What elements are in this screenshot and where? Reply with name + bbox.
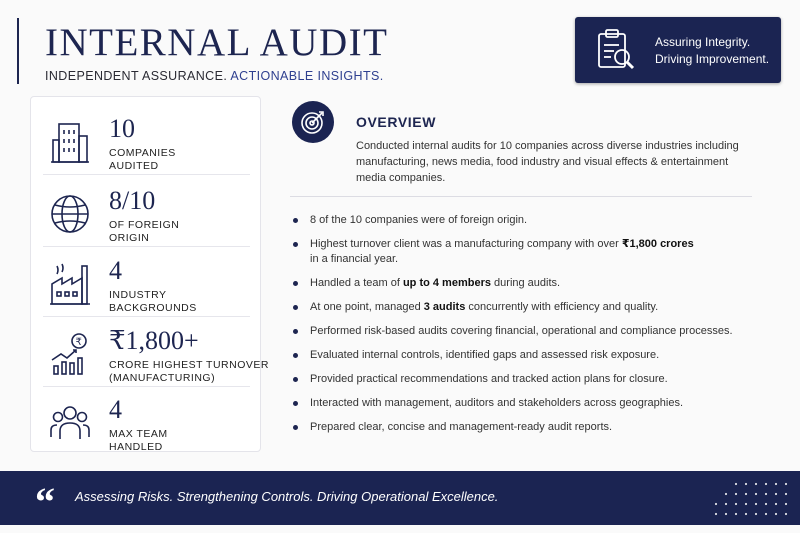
target-icon: [300, 109, 326, 135]
stat-value: 10: [109, 114, 135, 143]
highlights-list: [290, 213, 750, 435]
clipboard-magnifier-icon: [593, 28, 637, 72]
subtitle-accent: ACTIONABLE INSIGHTS.: [230, 69, 384, 83]
stat-label: OF FOREIGN ORIGIN: [109, 219, 180, 244]
stat-label: INDUSTRY BACKGROUNDS: [109, 289, 197, 314]
list-item: 8 of the 10 companies were of foreign origin.: [290, 213, 750, 228]
list-item: Interacted with management, auditors and stakeholders across geographies.: [290, 396, 750, 411]
overview-divider: [290, 196, 752, 197]
list-item: Prepared clear, concise and management-ready audit reports.: [290, 420, 750, 435]
stat-turnover: [31, 317, 269, 387]
stat-industries: [31, 247, 262, 317]
subtitle-main: INDEPENDENT ASSURANCE.: [45, 69, 228, 83]
svg-text:₹: ₹: [75, 337, 82, 348]
overview-title: OVERVIEW: [356, 114, 437, 130]
badge-line-2: Driving Improvement.: [655, 52, 770, 66]
stat-value: 4: [109, 256, 122, 285]
stats-panel: [30, 96, 269, 453]
dot-grid-decoration: [712, 481, 792, 517]
stat-divider: [43, 174, 250, 175]
list-item: At one point, managed 3 audits concurrently with efficiency and quality.: [290, 300, 750, 315]
stat-companies: [31, 105, 262, 175]
list-item: Performed risk-based audits covering financial, operational and compliance processes.: [290, 324, 750, 339]
office-building-icon: [49, 120, 91, 164]
globe-icon: [49, 192, 91, 236]
footer-tagline: Assessing Risks. Strengthening Controls. Driving Operational Excellence.: [75, 489, 499, 504]
stat-label: COMPANIES AUDITED: [109, 147, 176, 172]
footer-banner: [0, 471, 800, 525]
badge-line-1: Assuring Integrity.: [655, 35, 751, 49]
title-accent-rule: [17, 18, 19, 84]
stat-value: ₹1,800+: [109, 326, 199, 355]
team-icon: [49, 401, 91, 445]
stat-value: 8/10: [109, 186, 156, 215]
integrity-badge: [575, 17, 781, 83]
stat-label: CRORE HIGHEST TURNOVER (MANUFACTURING): [109, 359, 269, 384]
overview-description: Conducted internal audits for 10 companies across diverse industries including manufacturing, news media, food industry and visual effects & entertainment media companies.: [356, 140, 739, 184]
stat-team: [31, 386, 262, 456]
list-item: Highest turnover client was a manufacturing company with over ₹1,800 crores in a financial year.: [290, 237, 750, 267]
stat-value: 4: [109, 395, 122, 424]
stat-foreign-origin: [31, 177, 262, 247]
factory-icon: [49, 262, 91, 306]
list-item: Provided practical recommendations and tracked action plans for closure.: [290, 372, 750, 387]
list-item: Evaluated internal controls, identified gaps and assessed risk exposure.: [290, 348, 750, 363]
page-subtitle: [45, 69, 384, 83]
growth-chart-rupee-icon: [49, 332, 91, 376]
overview-icon-badge: [292, 101, 334, 143]
quote-mark-icon: “: [35, 479, 55, 524]
list-item: Handled a team of up to 4 members during audits.: [290, 276, 750, 291]
stat-label: MAX TEAM HANDLED: [109, 428, 168, 453]
page-title: INTERNAL AUDIT: [45, 21, 389, 64]
